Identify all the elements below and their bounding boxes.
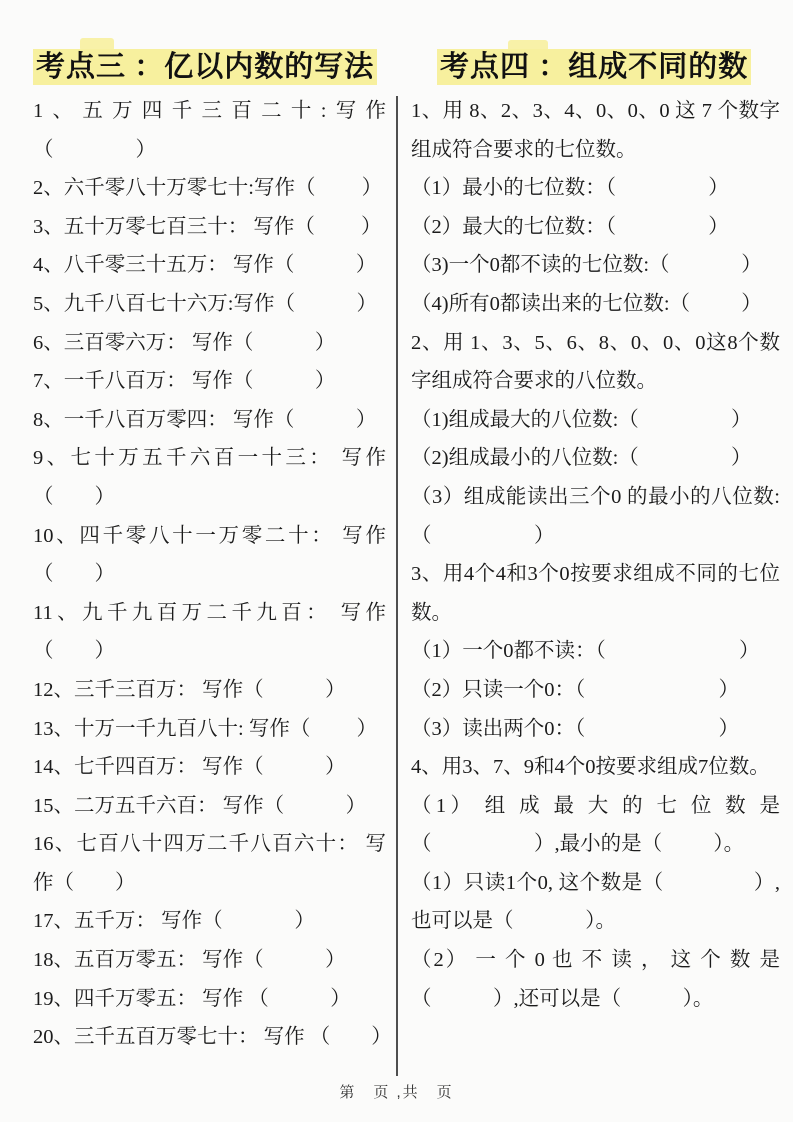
question-item: 7、一千八百万： 写作（ ）: [33, 370, 336, 393]
question-item: 13、十万一千九百八十: 写作（ ）: [33, 717, 377, 740]
question-item: （1)组成最大的八位数:（ ）: [411, 408, 752, 431]
section-header-right-text: 考点四 ：组成不同的数: [437, 49, 751, 85]
question-item: （2）只读一个0：（ ）: [411, 678, 739, 701]
question-item: 18、五百万零五： 写作（ ）: [33, 949, 346, 972]
question-item: 20、三千五百万零七十： 写作 （ ）: [33, 1026, 392, 1049]
question-item: 4、八千零三十五万： 写作（ ）: [33, 254, 377, 277]
question-item: （1）只读1个0, 这个数是（ ）,也可以是（ ）。: [411, 871, 780, 933]
question-item: 16、七百八十四万二千八百六十： 写作（ ）: [33, 833, 386, 894]
right-column: [411, 46, 780, 1018]
question-item: （1） 组 成 最 大 的 七 位 数 是 （ ）,最小的是（ ）。: [411, 794, 780, 856]
question-item: 1、五万四千三百二十:写作（ ）: [33, 100, 386, 161]
question-item: 11、九千九百万二千九百： 写作（ ）: [33, 601, 386, 663]
question-item: （2）最大的七位数：（ ）: [411, 215, 729, 238]
column-divider: [396, 96, 398, 1076]
question-item: （4)所有0都读出来的七位数:（ ）: [411, 292, 762, 315]
question-item: （3）组成能读出三个0 的最小的八位数:（ ）: [411, 485, 780, 547]
question-item: （1）最小的七位数：（ ）: [411, 177, 729, 200]
question-item: 1、用 8、2、3、4、0、0、0 这 7 个数字组成符合要求的七位数。: [411, 100, 780, 161]
question-item: （1）一个0都不读：（ ）: [411, 640, 760, 663]
question-item: 9、七十万五千六百一十三： 写作（ ）: [33, 447, 386, 508]
section-header-right: [437, 46, 780, 88]
question-item: 3、五十万零七百三十： 写作（ ）: [33, 215, 382, 238]
question-item: 14、七千四百万： 写作（ ）: [33, 756, 346, 779]
question-item: 5、九千八百七十六万:写作（ ）: [33, 292, 377, 315]
question-item: 19、四千万零五： 写作 （ ）: [33, 987, 351, 1010]
section-header-left-text: 考点三 ：亿以内数的写法: [33, 49, 377, 85]
question-item: 2、用 1、3、5、6、8、0、0、0这8个数字组成符合要求的八位数。: [411, 331, 780, 393]
question-item: 6、三百零六万： 写作（ ）: [33, 331, 336, 354]
question-item: 4、用3、7、9和4个0按要求组成7位数。: [411, 756, 770, 779]
page-footer: 第 页 ,共 页: [339, 1084, 454, 1101]
question-item: （3)一个0都不读的七位数:（ ）: [411, 254, 762, 277]
left-column: [33, 46, 392, 1057]
question-item: （2)组成最小的八位数:（ ）: [411, 447, 752, 470]
question-item: 15、二万五千六百： 写作（ ）: [33, 794, 367, 817]
question-item: 8、一千八百万零四： 写作（ ）: [33, 408, 377, 431]
question-item: （2） 一 个 0 也 不 读 ， 这 个 数 是 （ ）,还可以是（ ）。: [411, 949, 780, 1010]
question-item: 10、四千零八十一万零二十： 写作（ ）: [33, 524, 386, 586]
question-item: 12、三千三百万： 写作（ ）: [33, 678, 346, 701]
section-header-left: [33, 46, 386, 88]
question-item: 2、六千零八十万零七十:写作（ ）: [33, 177, 383, 200]
question-item: （3）读出两个0：（ ）: [411, 717, 739, 740]
question-item: 17、五千万： 写作（ ）: [33, 910, 315, 933]
question-item: 3、用4个4和3个0按要求组成不同的七位数。: [411, 563, 780, 624]
